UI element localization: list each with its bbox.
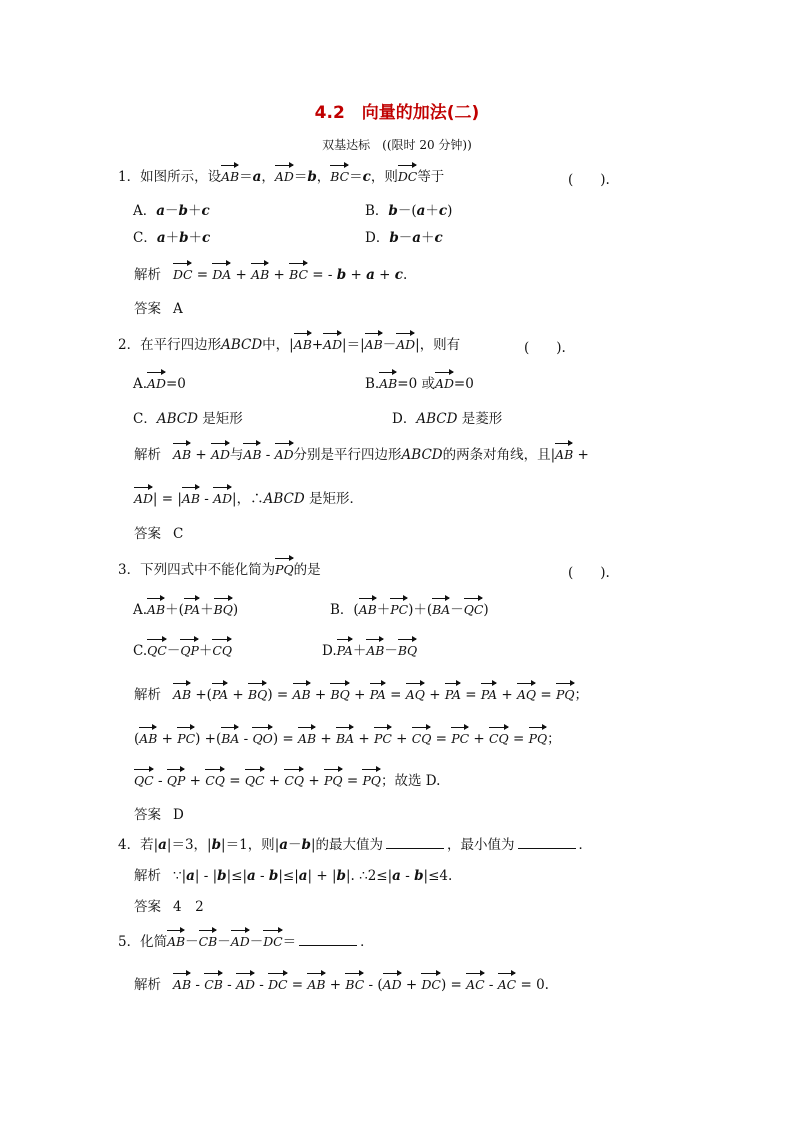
q2-option-a: A.AD=0: [133, 376, 186, 392]
q3-analysis-line3: QC - QP + CQ = QC + CQ + PQ = PQ；故选 D.: [134, 773, 441, 789]
q2-option-c: C．ABCD 是矩形: [133, 411, 243, 427]
q5-analysis: 解析 AB - CB - AD - DC = AB + BC - (AD + DC) = AC - AC = 0.: [134, 977, 549, 993]
q4-stem: 4．若|a|＝3，|b|＝1，则|a－b|的最大值为 ，最小值为 ．: [118, 837, 593, 853]
q5-number: 5．: [118, 934, 141, 950]
q5-stem: 5．化简AB－CB－AD－DC＝ ．: [118, 934, 374, 950]
q5-blank[interactable]: [299, 933, 357, 946]
q2-answer: 答案 C: [134, 526, 184, 542]
q2-stem: 2．在平行四边形ABCD中，|AB+AD|＝|AB－AD|，则有: [118, 337, 461, 353]
q3-answer-paren: ( ).: [568, 565, 610, 581]
q1-answer-paren: ( ).: [568, 172, 610, 188]
q1-number: 1．: [118, 169, 141, 185]
q1-answer: 答案 A: [134, 301, 183, 317]
q2-option-d: D．ABCD 是菱形: [392, 411, 503, 427]
q3-stem: 3．下列四式中不能化简为PQ的是: [118, 562, 321, 578]
q4-number: 4．: [118, 837, 141, 853]
q4-analysis: 解析 ∵|a| - |b|≤|a - b|≤|a| + |b|. ∴2≤|a - b|≤4.: [134, 868, 453, 884]
q1-stem: 1．如图所示，设AB＝a，AD＝b，BC＝c，则DC等于: [118, 169, 445, 185]
q3-number: 3．: [118, 562, 141, 578]
q2-answer-paren: ( ).: [524, 340, 566, 356]
q3-analysis-line1: 解析 AB +(PA + BQ) = AB + BQ + PA = AQ + PA = PA + AQ = PQ；: [134, 687, 589, 703]
q3-option-c: C.QC－QP＋CQ: [133, 643, 233, 659]
q1-analysis: 解析 DC = DA + AB + BC = - b + a + c.: [134, 267, 408, 283]
q2-option-b: B.AB=0 或AD=0: [365, 376, 474, 392]
page-subtitle: 双基达标 ((限时 20 分钟)): [322, 138, 472, 152]
q3-option-a: A.AB＋(PA＋BQ): [133, 602, 239, 618]
q3-option-d: D.PA＋AB－BQ: [322, 643, 418, 659]
q1-option-d: D．b－a＋c: [365, 230, 443, 246]
q4-answer: 答案 4 2: [134, 899, 204, 915]
q2-analysis-line2: AD| = |AB - AD|，∴ABCD 是矩形．: [134, 491, 363, 507]
q1-option-b: B．b－(a＋c): [365, 203, 453, 219]
q3-answer: 答案 D: [134, 807, 184, 823]
q4-blank-min[interactable]: [518, 836, 576, 849]
q2-analysis-line1: 解析 AB + AD与AB - AD分别是平行四边形ABCD的两条对角线，且|AB +: [134, 447, 589, 463]
q1-option-a: A．a－b＋c: [133, 203, 210, 219]
q3-option-b: B．(AB＋PC)＋(BA－QC): [330, 602, 489, 618]
q4-blank-max[interactable]: [386, 836, 444, 849]
q1-option-c: C．a＋b＋c: [133, 230, 211, 246]
q3-analysis-line2: (AB + PC) +(BA - QO) = AB + BA + PC + CQ = PC + CQ = PQ；: [134, 731, 561, 747]
page-title: 4.2 向量的加法(二): [314, 103, 480, 123]
q2-number: 2．: [118, 337, 141, 353]
